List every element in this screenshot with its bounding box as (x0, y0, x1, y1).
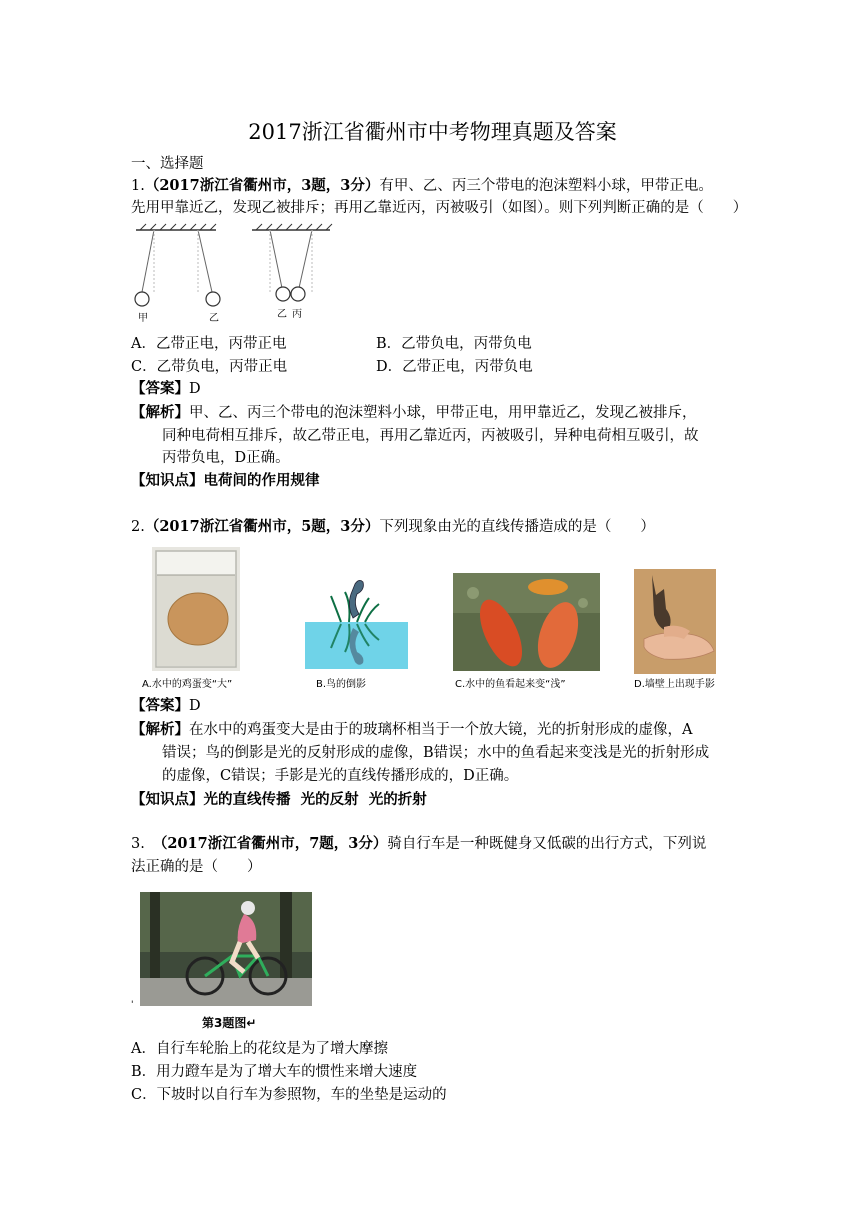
q1-answer-value: D (189, 381, 201, 397)
q2-image-bird-reflection (305, 574, 408, 669)
q2-image-hand-shadow (634, 569, 716, 674)
q1-explanation-tag: 【解析】 (131, 404, 189, 421)
ball-bing (291, 287, 305, 301)
q2-image-fish-in-water (453, 573, 600, 671)
q1-stem-line2: 先用甲靠近乙，发现乙被排斥；再用乙靠近丙，丙被吸引（如图）。则下列判断正确的是（ ） (131, 200, 748, 216)
q2-explanation-tag: 【解析】 (131, 721, 189, 738)
q1-answer (131, 379, 201, 399)
q3-stem-line1 (131, 834, 706, 854)
q1-explanation-text1: 甲、乙、丙三个带电的泡沫塑料小球，甲带正电，用甲靠近乙，发现乙被排斥， (189, 405, 697, 421)
q2-answer (131, 696, 201, 716)
q3-option-c: C．下坡时以自行车为参照物，车的坐垫是运动的 (131, 1087, 447, 1103)
q3-figure-caption: 第3题图↵ (202, 1016, 257, 1030)
q2-explanation-line2: 错误；鸟的倒影是光的反射形成的虚像，B错误；水中的鱼看起来变浅是光的折射形成 (162, 745, 710, 761)
q2-kp-text: 光的直线传播 光的反射 光的折射 (203, 791, 427, 808)
label-jia: 甲 (138, 313, 148, 324)
q2-answer-value: D (189, 698, 201, 714)
q1-option-d: D．乙带正电，丙带负电 (376, 359, 533, 375)
q3-figure-tick: ' (131, 1000, 134, 1010)
ball-yi-left (206, 292, 220, 306)
label-bing: 丙 (292, 309, 302, 320)
q2-caption-d: D.墙壁上出现手影 (634, 679, 715, 690)
q1-option-b: B．乙带负电，丙带负电 (376, 336, 532, 352)
q2-caption-a: A.水中的鸡蛋变“大” (142, 679, 233, 690)
q3-stem-text: 骑自行车是一种既健身又低碳的出行方式，下列说 (387, 836, 707, 852)
q1-knowledge-point (131, 471, 320, 491)
q1-pendulum-figure (130, 222, 340, 326)
q2-caption-b: B.鸟的倒影 (316, 679, 367, 690)
q1-explanation-line2: 同种电荷相互排斥，故乙带正电，再用乙靠近丙，丙被吸引，异种电荷相互吸引，故 (162, 428, 699, 444)
q2-knowledge-point (131, 790, 427, 810)
q3-image-cyclist (140, 892, 312, 1006)
document-title: 2017浙江省衢州市中考物理真题及答案 (248, 120, 617, 144)
q3-option-a: A．自行车轮胎上的花纹是为了增大摩擦 (131, 1041, 388, 1057)
q1-kp-text: 电荷间的作用规律 (203, 472, 320, 489)
q2-stem-text: 下列现象由光的直线传播造成的是（ ） (379, 519, 655, 535)
q3-source: （2017浙江省衢州市，7题，3分） (152, 835, 388, 852)
q2-answer-tag: 【答案】 (131, 697, 189, 714)
label-yi-left: 乙 (209, 313, 219, 324)
q1-option-a: A．乙带正电，丙带正电 (131, 336, 287, 352)
q1-explanation-line3: 丙带负电，D正确。 (162, 450, 290, 466)
q2-explanation-text1: 在水中的鸡蛋变大是由于的玻璃杯相当于一个放大镜，光的折射形成的虚像，A (189, 722, 693, 738)
section-heading: 一、选择题 (131, 156, 204, 172)
ball-yi-right (276, 287, 290, 301)
q2-kp-tag: 【知识点】 (131, 791, 204, 808)
q3-number: 3. (131, 836, 145, 852)
q1-answer-tag: 【答案】 (131, 380, 189, 397)
q3-stem-line2: 法正确的是（ ） (131, 859, 262, 875)
q1-option-c: C．乙带负电，丙带正电 (131, 359, 288, 375)
q1-kp-tag: 【知识点】 (131, 472, 204, 489)
q1-stem-line1 (131, 176, 713, 196)
q2-number: 2. (131, 519, 145, 535)
q3-option-b: B．用力蹬车是为了增大车的惯性来增大速度 (131, 1064, 418, 1080)
q1-explanation-line1 (131, 403, 697, 423)
thread-left-2 (198, 230, 212, 292)
thread-right-2 (299, 230, 312, 288)
q1-stem-text: 有甲、乙、丙三个带电的泡沫塑料小球，甲带正电。 (379, 178, 713, 194)
left-support-ceiling (136, 224, 216, 230)
thread-left-1 (142, 230, 154, 292)
q1-number: 1. (131, 178, 145, 194)
q2-source: （2017浙江省衢州市，5题，3分） (144, 518, 380, 535)
q2-explanation-line1 (131, 720, 692, 740)
q2-explanation-line3: 的虚像，C错误；手影是光的直线传播形成的，D正确。 (162, 768, 519, 784)
q2-caption-c: C.水中的鱼看起来变“浅” (455, 679, 566, 690)
right-support-ceiling (252, 224, 332, 230)
thread-right-1 (270, 230, 282, 288)
ball-jia (135, 292, 149, 306)
q1-source: （2017浙江省衢州市，3题，3分） (144, 177, 380, 194)
q2-image-egg-in-water (152, 547, 240, 671)
label-yi-right: 乙 (277, 309, 287, 320)
q2-stem (131, 517, 655, 537)
